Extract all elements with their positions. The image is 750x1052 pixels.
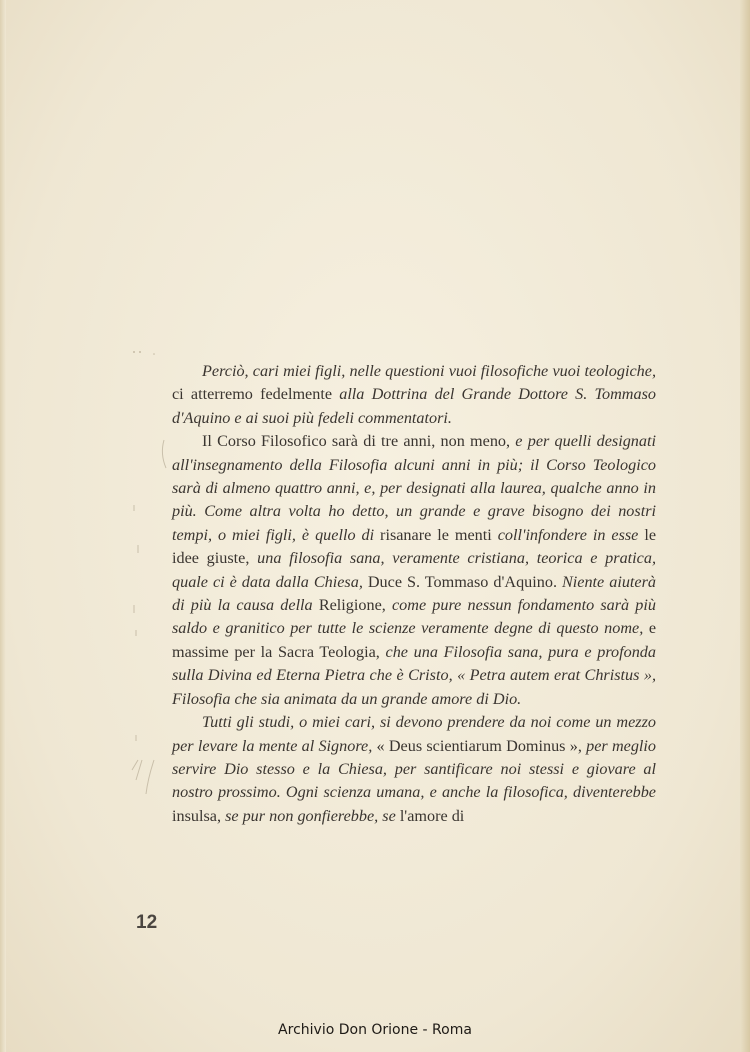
paragraph xyxy=(172,711,656,828)
italic-text-run: Niente aiuterà di più la causa della xyxy=(172,572,656,615)
page-left-edge xyxy=(0,0,6,1052)
italic-text-run: una filosofia sana, veramente cristiana, teorica e pratica, quale ci è data dalla Chiesa, xyxy=(172,549,656,591)
body-text xyxy=(172,360,656,828)
page-right-edge xyxy=(740,0,750,1052)
roman-text-run: e massime per la Sacra Teologia, xyxy=(172,619,656,661)
italic-text-run: per meglio servire Dio stesso e la Chiesa, per santificare noi stessi e giovare al nostro prossimo. Ogni scienza umana, e anche la filosofica, diventerebbe xyxy=(172,736,657,802)
roman-text-run: ci atterremo fedelmente xyxy=(172,385,340,404)
roman-text-run: Religione, xyxy=(312,596,392,615)
italic-text-run: come pure nessun fondamento sarà più saldo e granitico per tutte le scienze veramente degne di questo nome, xyxy=(172,596,656,638)
italic-text-run: Perciò, cari miei figli, nelle questioni vuoi filosofiche vuoi teologiche, xyxy=(202,362,656,380)
italic-text-run: se pur non gonfierebbe, se xyxy=(225,806,396,825)
italic-text-run: alla Dottrina del Grande Dottore S. Tommaso d'Aquino e ai suoi più fedeli commentatori. xyxy=(172,385,656,427)
paragraph xyxy=(172,430,656,711)
roman-text-run: insulsa, xyxy=(172,806,226,825)
page-number: 12 xyxy=(136,912,158,933)
roman-text-run: Duce S. Tommaso d'Aquino. xyxy=(362,572,562,591)
archive-footer: Archivio Don Orione - Roma xyxy=(278,1022,472,1038)
roman-text-run: l'amore di xyxy=(395,806,465,825)
italic-text-run: coll'infondere in esse xyxy=(497,525,639,544)
roman-text-run: risanare le menti xyxy=(374,525,498,544)
roman-text-run: « Deus scientiarum Dominus », xyxy=(372,736,587,755)
margin-marks-graphic xyxy=(120,340,180,800)
italic-text-run: che una Filosofia sana, pura e profonda sulla Divina ed Eterna Pietra che è Cristo, « Petra autem erat Christus », Filosofia che sia animata da un grande amore di Dio. xyxy=(172,642,656,708)
paragraph xyxy=(172,360,656,430)
roman-text-run: Il Corso Filosofico sarà di tre anni, non meno, xyxy=(202,432,516,451)
italic-text-run: Tutti gli studi, o miei cari, si devono prendere da noi come un mezzo per levare la mente al Signore, xyxy=(172,713,656,755)
roman-text-run: le idee giuste, xyxy=(172,525,656,568)
italic-text-run: e per quelli designati all'insegnamento della Filosofia alcuni anni in più; il Corso Teologico sarà di almeno quattro anni, e, per designati alla laurea, qualche anno in più. Come altra volta ho detto, un grande e grave bisogno dei nostri tempi, o miei figli, è quello di xyxy=(172,432,656,544)
